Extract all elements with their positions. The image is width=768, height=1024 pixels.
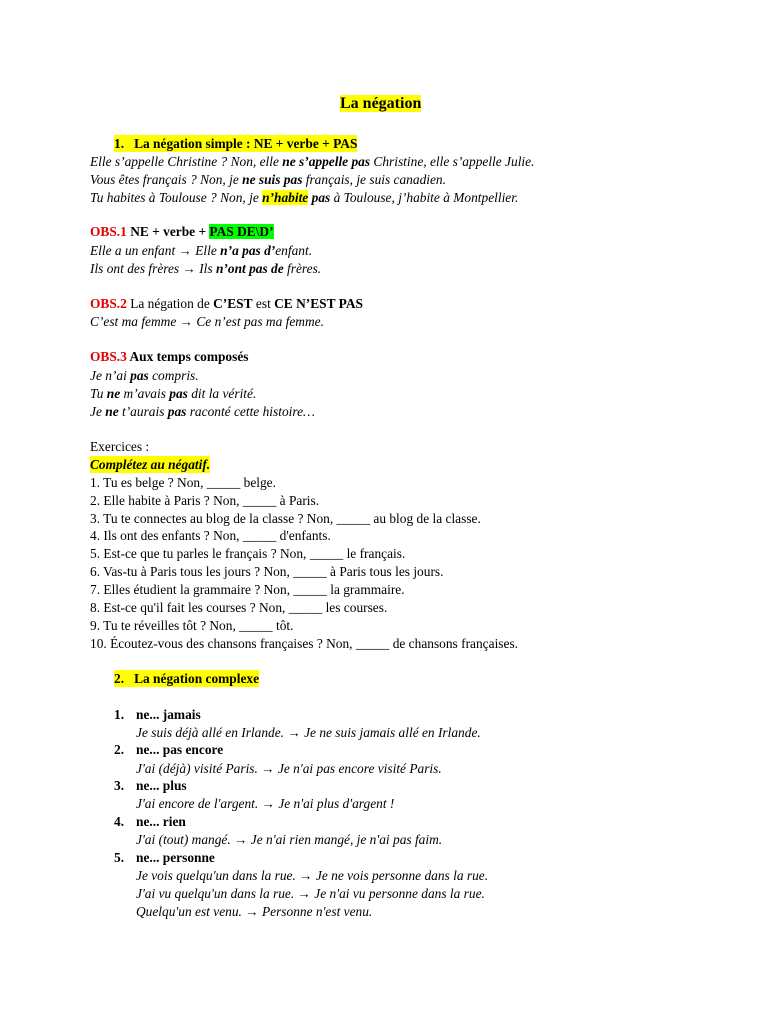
exercises-instruction: Complétez au négatif. (90, 457, 211, 472)
exercise-item: 6. Vas-tu à Paris tous les jours ? Non, _____ à Paris tous les jours. (90, 564, 444, 579)
example-line: Quelqu'un est venu. → Personne n'est venu. (136, 904, 373, 919)
complex-item-heading: 5. ne... personne (114, 850, 215, 865)
exercise-item: 8. Est-ce qu'il fait les courses ? Non, _____ les courses. (90, 600, 388, 615)
example-line: Tu ne m’avais pas dit la vérité. (90, 386, 257, 401)
section-1-heading: 1. La négation simple : NE + verbe + PAS (114, 136, 358, 151)
obs1-heading: OBS.1 NE + verbe + PAS DE\D’ (90, 224, 274, 239)
exercise-item: 3. Tu te connectes au blog de la classe ? Non, _____ au blog de la classe. (90, 511, 481, 526)
exercise-item: 10. Écoutez-vous des chansons françaises ? Non, _____ de chansons françaises. (90, 636, 518, 651)
example-line: Ils ont des frères → Ils n’ont pas de frères. (90, 261, 322, 276)
example-line: Elle a un enfant → Elle n’a pas d’enfant. (90, 243, 313, 258)
example-line: J'ai vu quelqu'un dans la rue. → Je n'ai vu personne dans la rue. (136, 886, 485, 901)
obs3-heading: OBS.3 Aux temps composés (90, 349, 249, 364)
page-title: La négation (340, 95, 422, 112)
exercise-item: 9. Tu te réveilles tôt ? Non, _____ tôt. (90, 618, 294, 633)
example-line: J'ai encore de l'argent. → Je n'ai plus d'argent ! (136, 796, 395, 811)
example-line: Vous êtes français ? Non, je ne suis pas français, je suis canadien. (90, 172, 446, 187)
exercise-item: 2. Elle habite à Paris ? Non, _____ à Paris. (90, 493, 320, 508)
example-line: Tu habites à Toulouse ? Non, je n’habite pas à Toulouse, j’habite à Montpellier. (90, 190, 519, 205)
exercise-item: 5. Est-ce que tu parles le français ? Non, _____ le français. (90, 546, 406, 561)
example-line: Elle s’appelle Christine ? Non, elle ne s’appelle pas Christine, elle s’appelle Julie. (90, 154, 535, 169)
complex-item-heading: 2. ne... pas encore (114, 742, 224, 757)
example-line: J'ai (déjà) visité Paris. → Je n'ai pas encore visité Paris. (136, 761, 442, 776)
exercise-item: 7. Elles étudient la grammaire ? Non, _____ la grammaire. (90, 582, 405, 597)
example-line: Je n’ai pas compris. (90, 368, 199, 383)
example-line: J'ai (tout) mangé. → Je n'ai rien mangé, je n'ai pas faim. (136, 832, 443, 847)
obs2-heading: OBS.2 La négation de C’EST est CE N’EST PAS (90, 296, 363, 311)
complex-item-heading: 1. ne... jamais (114, 707, 201, 722)
example-line: Je ne t’aurais pas raconté cette histoire… (90, 404, 315, 419)
example-line: Je vois quelqu'un dans la rue. → Je ne vois personne dans la rue. (136, 868, 489, 883)
complex-item-heading: 4. ne... rien (114, 814, 186, 829)
example-line: C’est ma femme → Ce n’est pas ma femme. (90, 314, 324, 329)
section-2-heading: 2. La négation complexe (114, 671, 260, 686)
exercises-label: Exercices : (90, 439, 150, 454)
complex-item-heading: 3. ne... plus (114, 778, 187, 793)
exercise-item: 4. Ils ont des enfants ? Non, _____ d'enfants. (90, 528, 331, 543)
example-line: Je suis déjà allé en Irlande. → Je ne suis jamais allé en Irlande. (136, 725, 481, 740)
exercise-item: 1. Tu es belge ? Non, _____ belge. (90, 475, 276, 490)
